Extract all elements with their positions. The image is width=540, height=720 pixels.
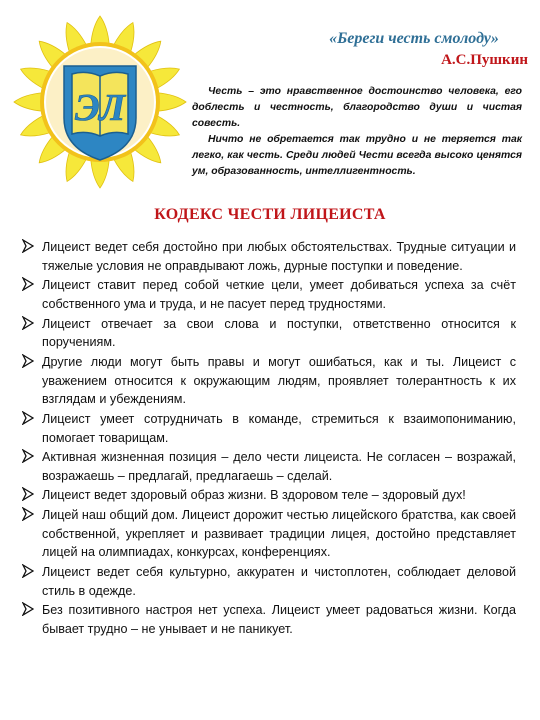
list-item <box>22 238 516 275</box>
list-item <box>22 315 516 352</box>
arrowhead-bullet-icon <box>22 487 34 501</box>
sun-ray <box>91 159 109 188</box>
sun-ray <box>14 93 43 111</box>
arrowhead-bullet-icon <box>22 449 34 463</box>
arrowhead-bullet-icon <box>22 411 34 425</box>
list-item-text: Активная жизненная позиция – дело чести лицеиста. Не согласен – возражай, возражаешь – предлагай, предлагаешь – сделай. <box>42 450 516 483</box>
code-title: КОДЕКС ЧЕСТИ ЛИЦЕИСТА <box>154 206 386 223</box>
arrowhead-bullet-icon <box>22 602 34 616</box>
list-item-text: Лицеист ведет здоровый образ жизни. В здоровом теле – здоровый дух! <box>42 488 466 503</box>
sun-ray <box>157 93 186 111</box>
list-item-text: Без позитивного настроя нет успеха. Лицеист умеет радоваться жизни. Когда бывает трудно – не унывает и не паникует. <box>42 603 516 637</box>
arrowhead-bullet-icon <box>22 564 34 578</box>
list-item-text: Лицеист ведет себя культурно, аккуратен и чистоплотен, соблюдает деловой стиль в одежде. <box>42 565 516 598</box>
honor-code-list <box>22 238 516 640</box>
list-item-text: Лицеист отвечает за свои слова и поступки, ответственно относится к поручениям. <box>42 316 516 350</box>
list-item-text: Лицеист ставит перед собой четкие цели, умеет добиваться успеха за счёт собственного ума и труда, и не пасует перед трудностями. <box>42 278 516 311</box>
arrowhead-bullet-icon <box>22 354 34 368</box>
intro-paragraph: Ничто не обретается так трудно и не теряется так легко, как честь. Среди людей Чести всегда высоко ценятся ум, образованность, интеллигентность. <box>192 134 522 177</box>
list-item <box>22 276 516 313</box>
epigraph-author: А.С.Пушкин <box>441 52 528 68</box>
logo-monogram: ЭЛ <box>74 87 126 129</box>
list-item-text: Лицеист ведет себя достойно при любых обстоятельствах. Трудные ситуации и тяжелые условия не оправдывают ложь, дурные поступки и поведение. <box>42 240 516 273</box>
arrowhead-bullet-icon <box>22 277 34 291</box>
arrowhead-bullet-icon <box>22 507 34 521</box>
list-item-text: Лицеист умеет сотрудничать в команде, стремиться к взаимопониманию, помогает товарищам. <box>42 411 516 445</box>
list-item-text: Лицей наш общий дом. Лицеист дорожит честью лицейского братства, как своей собственной, укрепляет и развивает традиции лицея, достойно представляет лицей на олимпиадах, конкурсах, конференциях. <box>42 508 516 560</box>
list-item <box>22 601 516 638</box>
list-item <box>22 563 516 600</box>
arrowhead-bullet-icon <box>22 239 34 253</box>
epigraph-quote: «Береги честь смолоду» <box>329 30 499 47</box>
list-item <box>22 448 516 485</box>
arrowhead-bullet-icon <box>22 316 34 330</box>
list-item <box>22 410 516 447</box>
list-item <box>22 486 516 505</box>
intro-text <box>192 84 522 180</box>
list-item-text: Другие люди могут быть правы и могут ошибаться, как и ты. Лицеист с уважением относится к окружающим людям, проявляет толерантность к их взглядам и убеждениям. <box>42 354 516 407</box>
list-item <box>22 353 516 409</box>
intro-paragraph: Честь – это нравственное достоинство человека, его доблесть и честность, благородство души и чистая совесть. <box>192 86 522 129</box>
list-item <box>22 506 516 562</box>
sun-ray <box>91 16 109 45</box>
lyceum-sun-logo <box>12 8 188 192</box>
